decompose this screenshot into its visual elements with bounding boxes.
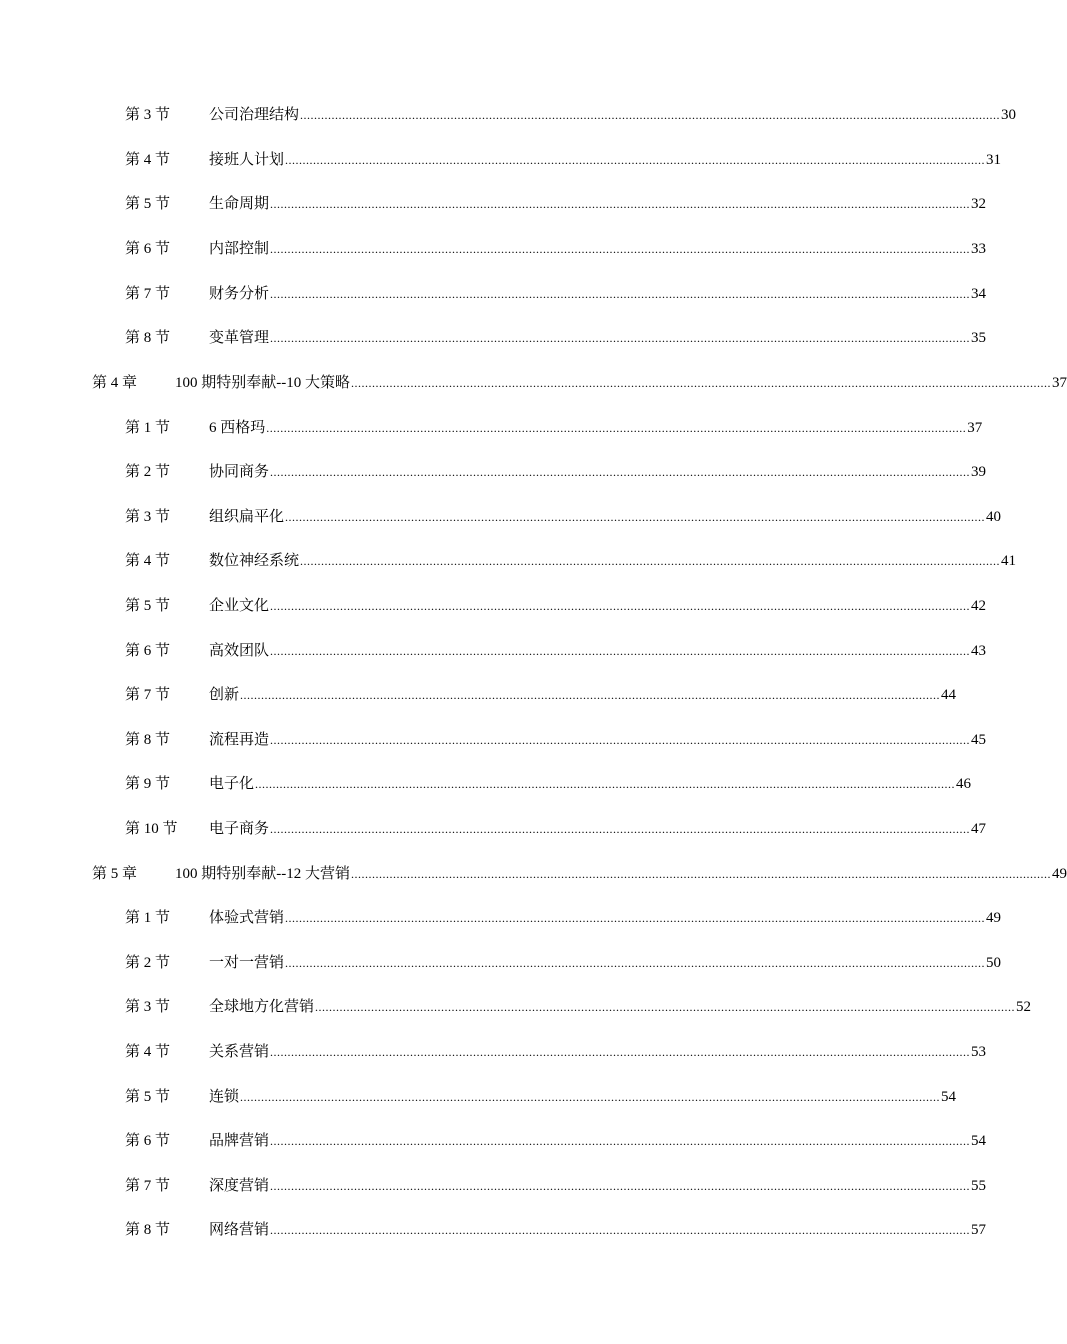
dot-leader: ........................................................................................................................................................................................................ (270, 599, 971, 613)
toc-entry[interactable] (0, 283, 987, 305)
toc-entry-body (209, 684, 957, 706)
toc-entry-number: 第 7 节 (125, 687, 171, 703)
toc-entry-number: 第 5 节 (125, 598, 171, 614)
toc-entry-page: 49 (986, 910, 1002, 926)
toc-entry[interactable] (0, 417, 983, 439)
toc-entry-page: 55 (971, 1178, 987, 1194)
toc-entry-page: 47 (971, 821, 987, 837)
toc-entry-body (209, 1086, 957, 1108)
toc-entry-body (209, 238, 987, 260)
toc-entry-body (209, 952, 1002, 974)
toc-entry-title: 企业文化 (209, 598, 270, 614)
toc-entry[interactable] (0, 684, 957, 706)
toc-entry-title: 体验式营销 (209, 910, 285, 926)
toc-entry-body (209, 283, 987, 305)
toc-entry[interactable] (0, 1041, 987, 1063)
toc-entry-body (209, 1041, 987, 1063)
dot-leader: ........................................................................................................................................................................................................ (240, 688, 941, 702)
dot-leader: ........................................................................................................................................................................................................ (270, 644, 971, 658)
toc-entry-body (209, 1219, 987, 1241)
toc-entry-page: 49 (1052, 866, 1067, 882)
toc-entry[interactable] (0, 952, 1002, 974)
dot-leader: ........................................................................................................................................................................................................ (285, 153, 986, 167)
toc-entry-page: 34 (971, 286, 987, 302)
toc-entry-title: 连锁 (209, 1089, 240, 1105)
toc-entry-page: 46 (956, 776, 972, 792)
toc-entry-number: 第 5 章 (92, 866, 138, 882)
toc-entry[interactable] (0, 595, 987, 617)
toc-entry[interactable] (0, 907, 1002, 929)
dot-leader: ........................................................................................................................................................................................................ (270, 242, 971, 256)
toc-entry[interactable] (0, 506, 1002, 528)
toc-entry[interactable] (0, 1175, 987, 1197)
toc-entry-body (209, 550, 1017, 572)
toc-entry-page: 33 (971, 241, 987, 257)
toc-entry-page: 41 (1001, 553, 1017, 569)
toc-entry-title: 品牌营销 (209, 1133, 270, 1149)
toc-entry[interactable] (0, 238, 987, 260)
toc-entry[interactable] (0, 1130, 987, 1152)
toc-entry-number: 第 6 节 (125, 1133, 171, 1149)
toc-entry-body (175, 863, 1067, 885)
dot-leader: ........................................................................................................................................................................................................ (351, 376, 1051, 390)
toc-entry-number: 第 2 节 (125, 955, 171, 971)
toc-entry-number: 第 4 节 (125, 553, 171, 569)
dot-leader: ........................................................................................................................................................................................................ (270, 465, 971, 479)
toc-entry-page: 54 (971, 1133, 987, 1149)
toc-chapter-entry[interactable] (0, 372, 1067, 394)
toc-entry-page: 52 (1016, 999, 1032, 1015)
toc-entry-title: 一对一营销 (209, 955, 285, 971)
toc-entry-body (209, 729, 987, 751)
toc-entry-number: 第 6 节 (125, 643, 171, 659)
dot-leader: ........................................................................................................................................................................................................ (270, 1134, 971, 1148)
toc-entry-title: 组织扁平化 (209, 509, 285, 525)
toc-entry-page: 31 (986, 152, 1002, 168)
toc-entry-title: 创新 (209, 687, 240, 703)
toc-entry-title: 生命周期 (209, 196, 270, 212)
toc-entry-title: 100 期特别奉献--12 大营销 (175, 866, 350, 882)
toc-entry-number: 第 4 节 (125, 152, 171, 168)
toc-entry-title: 接班人计划 (209, 152, 285, 168)
toc-entry[interactable] (0, 461, 987, 483)
toc-entry-number: 第 8 节 (125, 732, 171, 748)
toc-entry[interactable] (0, 996, 1032, 1018)
toc-entry-page: 43 (971, 643, 987, 659)
toc-entry-title: 财务分析 (209, 286, 270, 302)
toc-entry-title: 内部控制 (209, 241, 270, 257)
toc-entry-title: 电子商务 (209, 821, 270, 837)
toc-entry-page: 39 (971, 464, 987, 480)
toc-entry-number: 第 10 节 (125, 821, 178, 837)
dot-leader: ........................................................................................................................................................................................................ (270, 287, 971, 301)
toc-entry[interactable] (0, 149, 1002, 171)
dot-leader: ........................................................................................................................................................................................................ (285, 510, 986, 524)
toc-entry-number: 第 8 节 (125, 330, 171, 346)
toc-entry-page: 30 (1001, 107, 1017, 123)
toc-entry[interactable] (0, 104, 1017, 126)
toc-entry-number: 第 1 节 (125, 420, 171, 436)
dot-leader: ........................................................................................................................................................................................................ (270, 1179, 971, 1193)
toc-entry-body (209, 773, 972, 795)
toc-entry-title: 电子化 (209, 776, 255, 792)
dot-leader: ........................................................................................................................................................................................................ (315, 1000, 1016, 1014)
toc-entry-page: 37 (967, 420, 983, 436)
toc-entry[interactable] (0, 1086, 957, 1108)
toc-entry-body (209, 1175, 987, 1197)
toc-entry-number: 第 5 节 (125, 1089, 171, 1105)
toc-entry-title: 公司治理结构 (209, 107, 300, 123)
toc-entry-body (209, 996, 1032, 1018)
toc-entry-page: 54 (941, 1089, 957, 1105)
toc-entry-page: 42 (971, 598, 987, 614)
toc-entry-body (209, 595, 987, 617)
toc-entry[interactable] (0, 327, 987, 349)
dot-leader: ........................................................................................................................................................................................................ (270, 822, 971, 836)
dot-leader: ........................................................................................................................................................................................................ (270, 197, 971, 211)
toc-entry-title: 流程再造 (209, 732, 270, 748)
dot-leader: ........................................................................................................................................................................................................ (270, 1045, 971, 1059)
toc-entry-number: 第 6 节 (125, 241, 171, 257)
toc-entry-title: 深度营销 (209, 1178, 270, 1194)
toc-entry-body (209, 818, 987, 840)
toc-entry-page: 45 (971, 732, 987, 748)
toc-entry-number: 第 2 节 (125, 464, 171, 480)
toc-entry-title: 全球地方化营销 (209, 999, 315, 1015)
toc-entry[interactable] (0, 640, 987, 662)
toc-entry-body (209, 640, 987, 662)
dot-leader: ........................................................................................................................................................................................................ (266, 421, 967, 435)
toc-entry-title: 变革管理 (209, 330, 270, 346)
toc-entry-title: 网络营销 (209, 1222, 270, 1238)
toc-entry-title: 数位神经系统 (209, 553, 300, 569)
toc-chapter-entry[interactable] (0, 863, 1067, 885)
dot-leader: ........................................................................................................................................................................................................ (300, 108, 1001, 122)
toc-entry[interactable] (0, 729, 987, 751)
dot-leader: ........................................................................................................................................................................................................ (270, 331, 971, 345)
toc-entry-number: 第 1 节 (125, 910, 171, 926)
toc-entry-page: 35 (971, 330, 987, 346)
toc-entry-page: 32 (971, 196, 987, 212)
toc-entry-page: 44 (941, 687, 957, 703)
toc-entry-title: 协同商务 (209, 464, 270, 480)
dot-leader: ........................................................................................................................................................................................................ (300, 554, 1001, 568)
toc-entry[interactable] (0, 1219, 987, 1241)
toc-entry[interactable] (0, 193, 987, 215)
toc-entry-body (209, 149, 1002, 171)
dot-leader: ........................................................................................................................................................................................................ (255, 777, 956, 791)
dot-leader: ........................................................................................................................................................................................................ (351, 867, 1051, 881)
toc-entry[interactable] (0, 773, 972, 795)
toc-entry-body (209, 417, 983, 439)
toc-entry[interactable] (0, 550, 1017, 572)
toc-entry-page: 40 (986, 509, 1002, 525)
toc-entry-number: 第 4 节 (125, 1044, 171, 1060)
toc-entry-page: 50 (986, 955, 1002, 971)
toc-entry-body (175, 372, 1067, 394)
toc-entry-number: 第 3 节 (125, 999, 171, 1015)
toc-entry-title: 关系营销 (209, 1044, 270, 1060)
toc-entry-number: 第 4 章 (92, 375, 138, 391)
toc-entry-number: 第 3 节 (125, 107, 171, 123)
toc-entry-body (209, 193, 987, 215)
toc-entry-number: 第 8 节 (125, 1222, 171, 1238)
dot-leader: ........................................................................................................................................................................................................ (240, 1090, 941, 1104)
dot-leader: ........................................................................................................................................................................................................ (285, 956, 986, 970)
toc-entry-body (209, 506, 1002, 528)
toc-entry[interactable] (0, 818, 987, 840)
dot-leader: ........................................................................................................................................................................................................ (285, 911, 986, 925)
toc-entry-page: 53 (971, 1044, 987, 1060)
toc-entry-body (209, 461, 987, 483)
toc-entry-number: 第 9 节 (125, 776, 171, 792)
toc-entry-page: 57 (971, 1222, 987, 1238)
toc-entry-number: 第 3 节 (125, 509, 171, 525)
dot-leader: ........................................................................................................................................................................................................ (270, 733, 971, 747)
toc-entry-title: 高效团队 (209, 643, 270, 659)
toc-entry-title: 6 西格玛 (209, 420, 266, 436)
toc-entry-body (209, 104, 1017, 126)
toc-entry-number: 第 7 节 (125, 286, 171, 302)
dot-leader: ........................................................................................................................................................................................................ (270, 1223, 971, 1237)
toc-entry-page: 37 (1052, 375, 1067, 391)
toc-entry-number: 第 7 节 (125, 1178, 171, 1194)
toc-entry-number: 第 5 节 (125, 196, 171, 212)
toc-entry-title: 100 期特别奉献--10 大策略 (175, 375, 350, 391)
toc-entry-body (209, 907, 1002, 929)
toc-entry-body (209, 327, 987, 349)
toc-entry-body (209, 1130, 987, 1152)
